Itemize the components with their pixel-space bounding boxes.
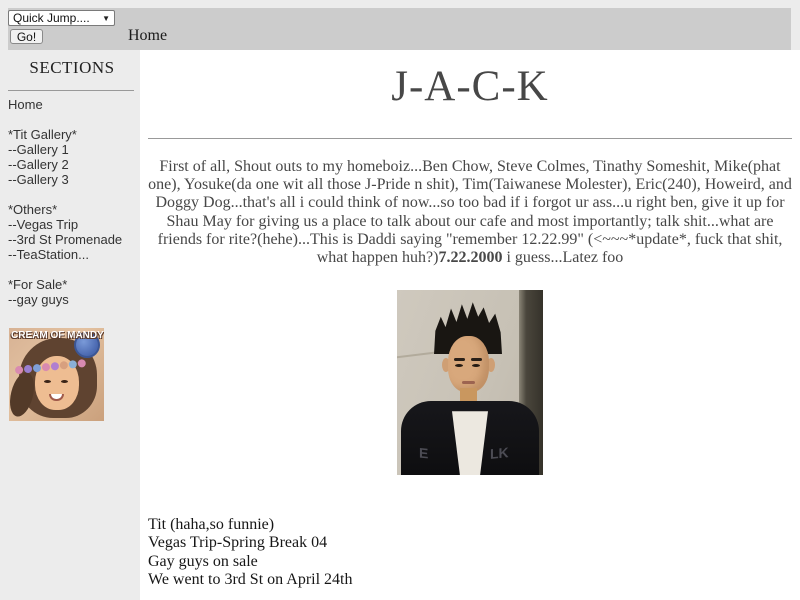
photo-container (148, 290, 792, 475)
sections-heading: SECTIONS (29, 58, 115, 77)
hoodie-letter-right: LK (490, 444, 509, 463)
nav-group-for-sale (8, 277, 136, 307)
main-content (140, 50, 800, 600)
news-item-gay-guys[interactable]: Gay guys on sale (148, 552, 258, 570)
sidebar-item-gallery-2[interactable]: --Gallery 2 (8, 157, 69, 172)
sidebar-item-teastation[interactable]: --TeaStation... (8, 247, 89, 262)
mandy-caption: CREAM OF MANDY (11, 330, 104, 341)
sidebar-item-3rd-st-promenade[interactable]: --3rd St Promenade (8, 232, 123, 247)
chevron-down-icon: ▼ (102, 13, 110, 23)
nav-group-tit-gallery (8, 127, 136, 187)
sidebar-item-vegas-trip[interactable]: --Vegas Trip (8, 217, 79, 232)
news-item-vegas[interactable]: Vegas Trip-Spring Break 04 (148, 534, 328, 552)
nav-group-home (8, 97, 136, 112)
shoutout-text-1: First of all, Shout outs to my homeboiz...Ben Chow, Steve Colmes, Tinathy Someshit, Mike(phat one), Yosuke(da one wit all those J-Pride n shit), Tim(Taiwanese Molester), Eric(240), Howeird, and Doggy Dog...that's all i could think of now...so too bad if i forgot ur ass...u right ben, give it up for Shau May for giving us a place to talk about our cafe and most importantly; talk shit...what are friends for rite?(hehe)...This is Daddi saying "remember 12.22.99" (<~~~*update*, fuck that shit, what happen huh?) (148, 158, 792, 267)
news-item-tit[interactable]: Tit (haha,so funnie) (148, 516, 275, 534)
sidebar-item-gay-guys[interactable]: --gay guys (8, 292, 69, 307)
shoutout-paragraph (148, 158, 792, 267)
quick-jump-select[interactable] (8, 10, 115, 26)
sidebar-item-home[interactable]: Home (8, 97, 43, 112)
mandy-thumbnail-image[interactable] (9, 328, 104, 421)
shoutout-text-2: i guess...Latez foo (502, 249, 624, 267)
go-button[interactable]: Go! (10, 29, 43, 44)
quick-jump-selected-value: Quick Jump.... (13, 11, 90, 25)
news-list (148, 516, 792, 589)
sidebar-item-tit-gallery[interactable]: *Tit Gallery* (8, 127, 77, 142)
sidebar-item-for-sale[interactable]: *For Sale* (8, 277, 68, 292)
hoodie-letter-left: E (419, 444, 429, 462)
news-item-3rd-st[interactable]: We went to 3rd St on April 24th (148, 570, 353, 588)
sidebar-item-gallery-3[interactable]: --Gallery 3 (8, 172, 69, 187)
jack-portrait-image (397, 290, 543, 475)
current-page-label: Home (128, 27, 168, 44)
sidebar (0, 50, 140, 600)
quick-jump-bar (8, 8, 791, 50)
shoutout-date-bold: 7.22.2000 (438, 249, 503, 267)
sidebar-divider (8, 90, 134, 91)
sidebar-item-others[interactable]: *Others* (8, 202, 58, 217)
nav-group-others (8, 202, 136, 262)
page-title: J-A-C-K (391, 63, 549, 110)
sidebar-item-gallery-1[interactable]: --Gallery 1 (8, 142, 69, 157)
title-divider (148, 138, 792, 139)
jack-face-art (448, 336, 489, 392)
